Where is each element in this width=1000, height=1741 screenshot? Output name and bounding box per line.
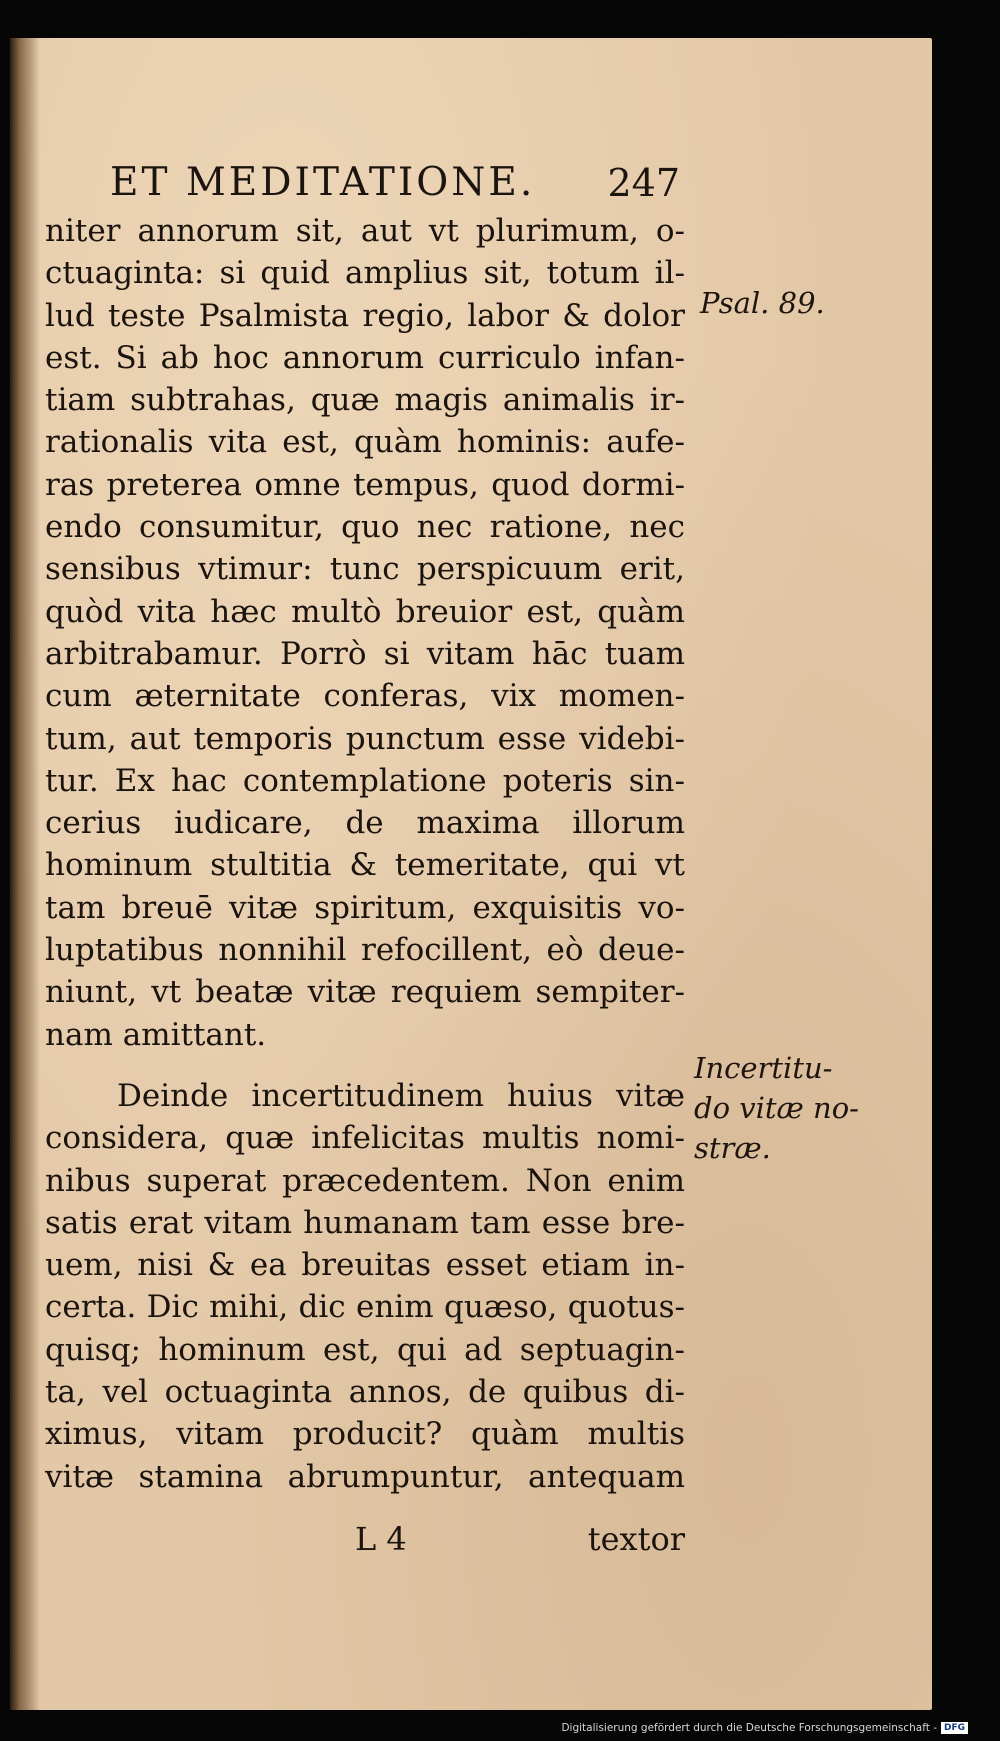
- paragraph-2: [45, 1075, 685, 1498]
- paragraph-1: [45, 210, 685, 1056]
- dfg-logo-icon: DFG: [941, 1722, 968, 1734]
- text-line: luptatibus nonnihil refocillent, eò deue-: [45, 932, 685, 969]
- text-line: ras preterea omne tempus, quod dormi-: [45, 466, 685, 503]
- text-line: vitæ stamina abrumpuntur, antequam: [45, 1458, 685, 1495]
- text-line: arbitrabamur. Porrò si vitam hāc tuam: [45, 635, 685, 672]
- text-line: niter annorum sit, aut vt plurimum, o-: [45, 213, 685, 249]
- text-line: satis erat vitam humanam tam esse bre-: [45, 1204, 685, 1241]
- margin-note-line: do vitæ no-: [694, 1091, 859, 1125]
- text-line: certa. Dic mihi, dic enim quæso, quotus-: [45, 1289, 685, 1326]
- paragraph-gap: [45, 1056, 685, 1075]
- text-line: lud teste Psalmista regio, labor & dolor: [45, 297, 685, 334]
- page-gutter-shadow: [10, 38, 40, 1710]
- text-line: uem, nisi & ea breuitas esset etiam in-: [45, 1247, 685, 1284]
- text-line: tiam subtrahas, quæ magis animalis ir-: [45, 382, 685, 419]
- text-line: tur. Ex hac contemplatione poteris sin-: [45, 762, 685, 799]
- text-line: endo consumitur, quo nec ratione, nec: [45, 509, 685, 546]
- text-line: quòd vita hæc multò breuior est, quàm: [45, 593, 685, 630]
- text-line: nam amittant.: [45, 1016, 267, 1053]
- text-line: tum, aut temporis punctum esse videbi-: [45, 720, 685, 757]
- running-title: ET MEDITATIONE.: [110, 160, 536, 205]
- text-line: ximus, vitam producit? quàm multis: [45, 1416, 685, 1453]
- main-text-block: [45, 210, 685, 1498]
- digitization-credit: [561, 1721, 968, 1735]
- text-line: niunt, vt beatæ vitæ requiem sempiter-: [45, 974, 685, 1011]
- text-line: sensibus vtimur: tunc perspicuum erit,: [45, 551, 685, 588]
- text-line: ctuaginta: si quid amplius sit, totum il-: [45, 255, 685, 292]
- margin-note-incertitudo: [694, 1048, 859, 1168]
- text-line: ta, vel octuaginta annos, de quibus di-: [45, 1374, 685, 1411]
- margin-note-line: Incertitu-: [694, 1051, 833, 1085]
- text-line: hominum stultitia & temeritate, qui vt: [45, 847, 685, 884]
- text-line: cerius iudicare, de maxima illorum: [45, 805, 685, 842]
- text-line: est. Si ab hoc annorum curriculo infan-: [45, 339, 685, 376]
- book-page: [10, 38, 932, 1710]
- text-line: tam breuē vitæ spiritum, exquisitis vo-: [45, 889, 685, 926]
- text-line: quisq; hominum est, qui ad septuagin-: [45, 1331, 685, 1368]
- page-header: [110, 158, 680, 208]
- text-line: nibus superat præcedentem. Non enim: [45, 1162, 685, 1199]
- text-line: considera, quæ infelicitas multis nomi-: [45, 1120, 685, 1157]
- signature-mark: L 4: [355, 1520, 407, 1558]
- text-line: rationalis vita est, quàm hominis: aufe-: [45, 424, 685, 461]
- page-number: 247: [607, 161, 680, 205]
- margin-note-psalm: Psal. 89.: [700, 286, 825, 320]
- text-line: cum æternitate conferas, vix momen-: [45, 678, 685, 715]
- credit-text: Digitalisierung gefördert durch die Deutsche Forschungsgemeinschaft -: [561, 1722, 937, 1734]
- margin-note-line: stræ.: [694, 1131, 771, 1165]
- catchword: textor: [587, 1520, 685, 1558]
- text-line: Deinde incertitudinem huius vitæ: [117, 1077, 685, 1114]
